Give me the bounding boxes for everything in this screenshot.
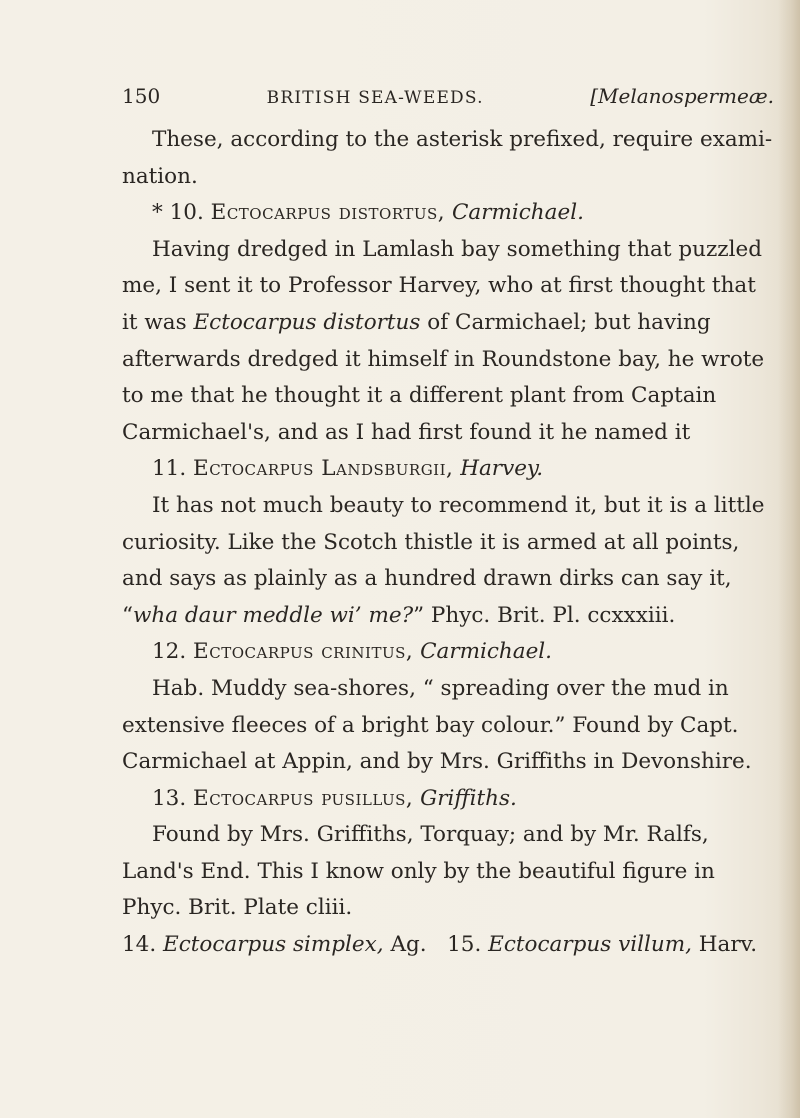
entry-authority: Carmichael. [420, 639, 553, 665]
entry-heading-13 [122, 781, 774, 818]
entry-species: Ectocarpus crinitus, [193, 639, 414, 665]
page-header [122, 78, 774, 118]
entry-authority: Ag. [383, 932, 427, 958]
paragraph-text: of Carmichael; but having afterwards dredged it himself in Roundstone bay, he wrote to me that he thought it a different plant from Captain Carmichael's, and as I had first found it he named it [122, 309, 765, 445]
taxon-name: Ectocarpus simplex, [163, 932, 384, 958]
paragraph-harvey [122, 232, 774, 452]
taxon-name: Ectocarpus villum, [488, 932, 692, 958]
page-text-block [122, 78, 774, 964]
entry-heading-10 [122, 195, 774, 232]
entry-number: 15. [447, 932, 482, 958]
entry-number: * 10. [152, 200, 204, 226]
section-title: [Melanospermeæ. [590, 84, 774, 108]
entry-authority: Carmichael. [451, 200, 584, 226]
entry-number: 13. [152, 785, 187, 811]
entry-authority: Harvey. [460, 456, 544, 482]
entry-number: 14. [122, 932, 157, 958]
paragraph-text: It has not much beauty to recommend it, but it is a little curiosity. Like the Scotch thistle it is armed at all points, and says as plainly as a hundred drawn dirks can say it, “ [122, 492, 765, 628]
entry-line-14-15 [122, 927, 774, 964]
entry-species: Ectocarpus distortus, [210, 200, 446, 226]
entry-species: Ectocarpus pusillus, [193, 785, 414, 811]
paragraph-thistle [122, 488, 774, 634]
paragraph-torquay: Found by Mrs. Griffiths, Torquay; and by Mr. Ralfs, Land's End. This I know only by the beautiful figure in Phyc. Brit. Plate cliii. [122, 822, 715, 921]
entry-species: Ectocarpus Landsburgii, [193, 456, 454, 482]
paragraph-text: ” Phyc. Brit. Pl. ccxxxiii. [413, 602, 676, 628]
quotation: wha daur meddle wi’ me? [133, 602, 414, 628]
taxon-name: Ectocarpus distortus [193, 309, 421, 335]
page-edge-shadow [778, 0, 800, 1118]
running-title: BRITISH SEA-WEEDS. [266, 88, 484, 108]
paragraph-habitat: Hab. Muddy sea-shores, “ spreading over the mud in extensive fleeces of a bright bay colour.” Found by Capt. Carmichael at Appin, and by Mrs. Griffiths in Devonshire. [122, 675, 752, 775]
entry-heading-12 [122, 634, 774, 671]
paragraph-text: Having dredged in Lamlash bay something that puzzled me, I sent it to Professor Harvey, who at first thought that it was [122, 236, 762, 335]
entry-number: 11. [152, 456, 187, 482]
page-number: 150 [122, 84, 161, 108]
entry-authority: Griffiths. [420, 785, 517, 811]
paragraph-intro: These, according to the asterisk prefixed, require exami- nation. [122, 127, 773, 189]
entry-number: 12. [152, 639, 187, 665]
entry-heading-11 [122, 451, 774, 488]
entry-authority: Harv. [691, 932, 758, 958]
